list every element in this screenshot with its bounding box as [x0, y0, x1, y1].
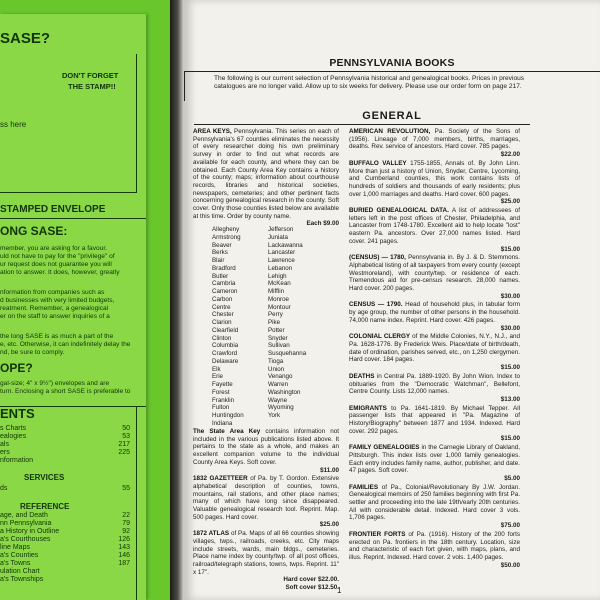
- body-line: the long SASE is as much a part of the: [0, 333, 114, 340]
- book-entry: FAMILY GENEALOGIES in the Carnegie Library of Oakland, Pittsburgh. This index lists over 1,000 family genealogies. Each entry includes family name, author, publisher, and date. 47 pages. Soft cover. $5.00: [349, 444, 520, 482]
- county-name[interactable]: Chester: [212, 311, 234, 319]
- county-name[interactable]: Washington: [268, 388, 301, 396]
- county-name[interactable]: York: [268, 412, 281, 419]
- right-column: [349, 128, 520, 570]
- body-line: ation to answer. It does, however, greatly: [0, 269, 120, 276]
- toc-row[interactable]: ds 55: [0, 485, 130, 492]
- book-entry: CENSUS — 1790. Head of household plus, in tabular form by age group, the number of other persons in the household. 74,000 name index. Reprint. Hard cover. 426 pages. $30.00: [349, 301, 521, 332]
- toc-row[interactable]: ealogies 53: [0, 433, 130, 440]
- county-name[interactable]: Clinton: [212, 334, 232, 342]
- book-entry: BUFFALO VALLEY 1755-1855, Annals of. By John Linn. More than just a history of Union, Snyder, Centre, Lycoming, and Cumberland counties, this work contains lists of hundreds of soldiers and thousands of early residents; plus over 1,000 marriages and deaths. Hard cover. 600 pages. $25.00: [349, 159, 520, 206]
- county-name[interactable]: Armstrong: [212, 233, 241, 241]
- stamped-envelope-header: STAMPED ENVELOPE: [0, 204, 106, 215]
- county-name[interactable]: Jefferson: [268, 226, 294, 233]
- reference-header: REFERENCE: [20, 502, 70, 511]
- county-name[interactable]: Allegheny: [212, 226, 240, 233]
- toc-row[interactable]: ers 225: [0, 449, 130, 456]
- county-name[interactable]: Potter: [268, 326, 285, 334]
- county-name[interactable]: Warren: [268, 381, 289, 388]
- county-name[interactable]: Monroe: [268, 295, 289, 303]
- toc-row[interactable]: nformation: [0, 457, 34, 464]
- county-name[interactable]: Centre: [212, 303, 231, 311]
- county-name[interactable]: Clearfield: [212, 326, 239, 334]
- services-header: SERVICES: [24, 473, 65, 482]
- county-name[interactable]: Montour: [268, 303, 291, 311]
- body-line: d businesses with very limited budgets,: [0, 297, 115, 304]
- county-name[interactable]: Snyder: [268, 334, 288, 342]
- toc-row[interactable]: a's Townships: [0, 576, 44, 583]
- toc-row[interactable]: line Maps 143: [0, 544, 130, 551]
- county-name[interactable]: Cameron: [212, 288, 238, 295]
- body-line: nd, be sure to comply.: [0, 349, 65, 356]
- body-line: uld not have to pay for the "privilege" of: [0, 253, 115, 260]
- county-name[interactable]: Huntingdon: [212, 412, 244, 419]
- county-name[interactable]: Delaware: [212, 357, 239, 365]
- long-sase-header: ONG SASE:: [0, 224, 68, 238]
- stamp-reminder-line-2: THE STAMP!!: [68, 82, 116, 91]
- county-name[interactable]: Blair: [212, 257, 225, 264]
- body-line: er on the staff to answer inquiries of a: [0, 313, 110, 320]
- county-name[interactable]: Pike: [268, 319, 281, 326]
- box-border-bottom: [0, 192, 137, 193]
- county-name[interactable]: Lackawanna: [268, 241, 303, 249]
- catalogue-page: [184, 0, 600, 600]
- county-name[interactable]: Clarion: [212, 319, 232, 326]
- stamp-reminder-line-1: DON'T FORGET: [62, 71, 119, 80]
- address-fragment: ss here: [0, 120, 27, 129]
- county-name[interactable]: Mifflin: [268, 288, 285, 295]
- county-name[interactable]: Lehigh: [268, 272, 287, 280]
- county-name[interactable]: Fulton: [212, 404, 230, 412]
- book-entry: EMIGRANTS to Pa. 1641-1819. By Michael Tepper. All passenger lists that appeared in "Pa. Magazine of History/Biography" between 1877 and 1934. Indexed. Hard cover. 292 pages. $15.00: [349, 404, 520, 443]
- toc-row[interactable]: a's Towns 187: [0, 560, 130, 567]
- county-name[interactable]: Wayne: [268, 396, 288, 404]
- book-entry: 1872 ATLAS of Pa. Maps of all 66 counties showing villages, twps., railroads, creeks, etc. City maps include streets, wards, main bldgs., cemeteries. Place name index by county/twp. of all post offices, railroad/telegraph stations, towns, twps. Reprint. 11" x 17". Hard cover $22.00. Soft cover $12.50.: [193, 530, 340, 592]
- section-rule: [194, 124, 530, 125]
- section-heading: GENERAL: [362, 110, 422, 122]
- envelope-size-header: OPE?: [0, 361, 33, 375]
- county-name[interactable]: Bradford: [212, 264, 236, 272]
- title-rule: [184, 71, 600, 72]
- book-entry: FAMILIES of Pa., Colonial/Revolutionary By J.W. Jordan. Genealogical memoirs of 250 families beginning with first Pa. settler and proceeding into the late 19th/early 20th centuries. All with considerable detail. Indexed. Hard cover 3 vols. 1,706 pages. $75.00: [349, 483, 520, 530]
- book-entry: COLONIAL CLERGY of the Middle Colonies, N.Y., N.J., and Pa. 1628-1776. By Frederick Weis. Place/date of birth/death, date of ordination, parishes served, etc., on 1,250 clergymen. Hard cover. 184 pages. $15.00: [349, 333, 520, 372]
- body-line: reatment. Remember, a genealogical: [0, 305, 109, 312]
- book-entry: The State Area Key contains information not included in the various publications listed above. It pertains to the state as a whole, and makes an excellent companion volume to the individual County Area Keys. Soft cover. $11.00: [193, 428, 339, 474]
- county-name[interactable]: Tioga: [268, 357, 284, 365]
- county-name[interactable]: Perry: [268, 311, 283, 319]
- contents-border-right: [136, 406, 137, 600]
- toc-row[interactable]: a's Counties 146: [0, 552, 130, 559]
- county-name[interactable]: Susquehanna: [268, 350, 307, 357]
- toc-row[interactable]: nn Pennsylvania 79: [0, 520, 130, 527]
- county-name[interactable]: Juniata: [268, 233, 288, 241]
- contents-header: ENTS: [0, 406, 35, 421]
- county-name[interactable]: McKean: [268, 280, 291, 288]
- county-name[interactable]: Lancaster: [268, 249, 296, 257]
- divider: [0, 218, 146, 219]
- county-name[interactable]: Sullivan: [268, 342, 290, 350]
- left-column-lower: [193, 428, 342, 595]
- sase-header: SASE?: [0, 30, 51, 47]
- county-list-a: [212, 226, 244, 428]
- intro-text: The following is our current selection of Pennsylvania historical and genealogical books. Prices in previous catalogues are no longer valid. Allow up to six weeks for delivery. Please use our order form on page 217.: [214, 75, 525, 90]
- book-entry: AMERICAN REVOLUTION, Pa. Society of the Sons of (1956). Lineage of 7,000 members, births, marriages, deaths. Rev. service of ancestors. Hard cover. 785 pages. $22.00: [349, 128, 520, 159]
- book-spine-shadow: [170, 0, 184, 600]
- county-name[interactable]: Lebanon: [268, 264, 293, 272]
- county-name[interactable]: Venango: [268, 373, 293, 381]
- body-line: gal-size; 4" x 9½") envelopes and are: [0, 380, 110, 387]
- body-line: member, you are asking for a favour.: [0, 245, 108, 252]
- toc-row[interactable]: ulation Chart: [0, 568, 40, 575]
- body-line: turn. Enclosing a short SASE is preferable to: [0, 388, 131, 395]
- county-name[interactable]: Wyoming: [268, 404, 294, 412]
- book-entry: 1832 GAZETTEER of Pa. by T. Gordon. Extensive alphabetical description of counties, towns, mountains, rail stations, and other place names; many of which have long since disappeared. Valuable genealogical research tool. Reprint. Map. 500 pages. Hard cover. $25.00: [193, 475, 340, 529]
- county-name[interactable]: Indiana: [212, 419, 233, 427]
- county-name[interactable]: Union: [268, 365, 285, 373]
- county-name[interactable]: Butler: [212, 272, 229, 280]
- book-entry: AREA KEYS, Pennsylvania. This series on each of Pennsylvania's 67 counties eliminates the necessity of every researcher doing his own preliminary survey in order to find out what records are available for each county, and where they can be obtained. Each County Area Key contains a history of the county; maps; information about courthouse records, libraries and historical societies, newspapers, cemeteries; and other pertinent facts concerning genealogical research in the county. Soft cover. Only those counties listed below are available at this time. Order by county name. Each $9.00: [193, 128, 339, 228]
- box-border-right: [136, 54, 137, 192]
- county-name[interactable]: Columbia: [212, 342, 239, 350]
- body-line: ur request does not guarantee you will: [0, 261, 112, 268]
- county-name[interactable]: Erie: [212, 373, 224, 381]
- book-entry: FRONTIER FORTS of Pa. (1916). History of the 200 forts erected on Pa. frontiers in the 18th century. Location, size and characteristic of each fort given, with maps, plans, and illus. Reprint. Indexed. Hard cover. 2 vols. 1,400 pages. $50.00: [349, 530, 520, 569]
- county-list-b: [268, 226, 306, 420]
- green-flyer-card: [0, 14, 146, 600]
- toc-row[interactable]: s Charts 50: [0, 425, 130, 432]
- body-line: nformation from companies such as: [0, 289, 105, 296]
- county-name[interactable]: Crawford: [212, 350, 238, 357]
- toc-row[interactable]: als 217: [0, 441, 130, 448]
- book-entry: BURIED GENEALOGICAL DATA. A list of addressees of letters left in the post offices of Chester, Philadelphia, and Lancaster from 1748-1780. Excellent aid to help locate "lost" eastern Pa. ancestors. Over 27,000 names listed. Hard cover. 241 pages. $15.00: [349, 207, 520, 253]
- county-name[interactable]: Lawrence: [268, 257, 295, 264]
- page-title: PENNSYLVANIA BOOKS: [329, 57, 455, 69]
- county-name[interactable]: Elk: [212, 365, 221, 373]
- county-name[interactable]: Berks: [212, 249, 228, 257]
- book-entry: DEATHS in Central Pa. 1889-1920. By John Wion. Index to obituaries from the "Democratic Watchman", Bellefont, Centre County. Lists 12,000 names. $13.00: [349, 372, 520, 403]
- county-name[interactable]: Fayette: [212, 381, 233, 388]
- toc-row[interactable]: a History in Outline 92: [0, 528, 130, 535]
- county-name[interactable]: Cambria: [212, 280, 236, 288]
- county-name[interactable]: Forest: [212, 388, 230, 396]
- body-line: e, etc. Otherwise, it can indefinitely delay the: [0, 341, 131, 348]
- toc-row[interactable]: a's Courthouses 126: [0, 536, 130, 543]
- toc-row[interactable]: age, and Death 22: [0, 512, 130, 519]
- county-name[interactable]: Franklin: [212, 396, 235, 404]
- intro-left-rule: [184, 71, 185, 101]
- county-name[interactable]: Carbon: [212, 295, 233, 303]
- green-flyer-page: [0, 0, 170, 600]
- book-entry: (CENSUS) — 1780, Pennsylvania in. By J. & D. Stemmons. Alphabetical listing of all taxpayers from every county (except Westmoreland), with county/twp. or residence of each. Tremendous aid for pre-census research. 28,000 names. Hard cover. 200 pages. $30.00: [349, 254, 520, 300]
- county-name[interactable]: Beaver: [212, 241, 232, 249]
- left-column: [193, 128, 339, 229]
- page-number: 1: [337, 586, 342, 595]
